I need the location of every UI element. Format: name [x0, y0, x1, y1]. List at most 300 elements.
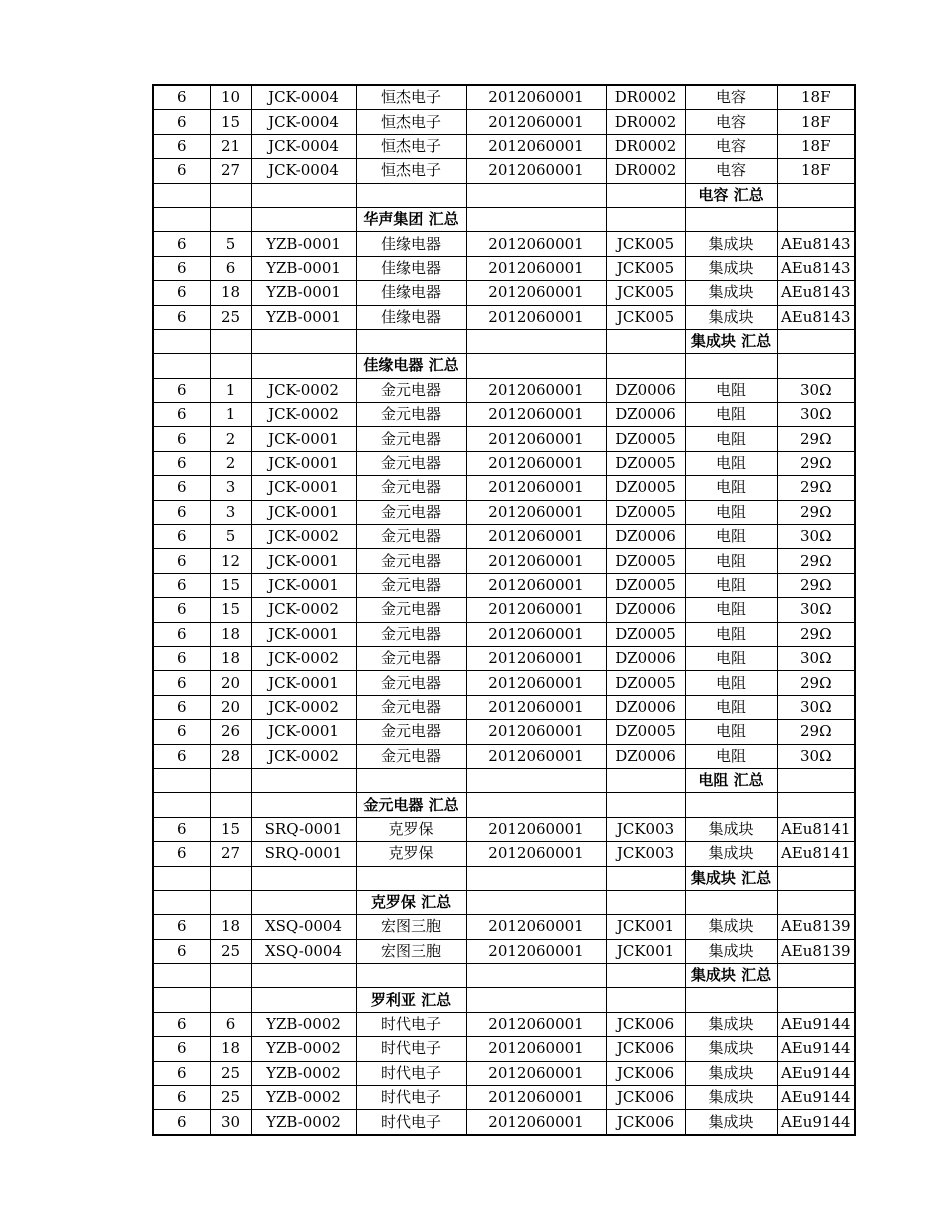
- month-cell: 6: [153, 549, 210, 573]
- empty-cell: [251, 768, 356, 792]
- spec-cell: AEu8143: [777, 281, 855, 305]
- day-cell: 5: [210, 232, 251, 256]
- day-cell: 18: [210, 281, 251, 305]
- part-code-cell: DZ0006: [606, 695, 685, 719]
- code-cell: YZB-0002: [251, 1086, 356, 1110]
- subtotal-row: [153, 890, 855, 914]
- part-name-cell: 电阻: [685, 744, 777, 768]
- batch-cell: 2012060001: [466, 720, 606, 744]
- empty-cell: [466, 964, 606, 988]
- day-cell: 15: [210, 817, 251, 841]
- part-code-cell: JCK005: [606, 305, 685, 329]
- batch-cell: 2012060001: [466, 232, 606, 256]
- empty-cell: [777, 964, 855, 988]
- day-cell: 20: [210, 671, 251, 695]
- part-code-cell: DZ0006: [606, 598, 685, 622]
- spec-cell: 29Ω: [777, 549, 855, 573]
- company-cell: 佳缘电器: [356, 305, 466, 329]
- code-cell: JCK-0002: [251, 525, 356, 549]
- part-name-cell: 集成块: [685, 915, 777, 939]
- day-cell: 15: [210, 110, 251, 134]
- empty-cell: [777, 768, 855, 792]
- table-row: [153, 646, 855, 670]
- code-cell: JCK-0002: [251, 403, 356, 427]
- company-cell: 金元电器: [356, 403, 466, 427]
- code-cell: JCK-0001: [251, 622, 356, 646]
- subtotal-row: [153, 793, 855, 817]
- empty-cell: [685, 793, 777, 817]
- code-cell: YZB-0001: [251, 281, 356, 305]
- batch-cell: 2012060001: [466, 573, 606, 597]
- month-cell: 6: [153, 525, 210, 549]
- table-row: [153, 695, 855, 719]
- code-cell: YZB-0001: [251, 256, 356, 280]
- month-cell: 6: [153, 622, 210, 646]
- part-code-cell: DZ0005: [606, 720, 685, 744]
- subtotal-row: [153, 354, 855, 378]
- empty-cell: [356, 866, 466, 890]
- empty-cell: [466, 866, 606, 890]
- spec-cell: 29Ω: [777, 573, 855, 597]
- subtotal-row: [153, 329, 855, 353]
- part-name-cell: 电阻: [685, 525, 777, 549]
- part-name-cell: 电阻: [685, 695, 777, 719]
- code-cell: YZB-0001: [251, 232, 356, 256]
- day-cell: 6: [210, 1012, 251, 1036]
- company-cell: 时代电子: [356, 1037, 466, 1061]
- batch-cell: 2012060001: [466, 695, 606, 719]
- empty-cell: [251, 354, 356, 378]
- code-cell: JCK-0004: [251, 110, 356, 134]
- empty-cell: [466, 890, 606, 914]
- spec-cell: AEu9144: [777, 1110, 855, 1135]
- batch-cell: 2012060001: [466, 646, 606, 670]
- empty-cell: [466, 354, 606, 378]
- empty-cell: [251, 207, 356, 231]
- subtotal-label: 华声集团 汇总: [356, 207, 466, 231]
- batch-cell: 2012060001: [466, 500, 606, 524]
- spec-cell: 30Ω: [777, 744, 855, 768]
- code-cell: JCK-0002: [251, 598, 356, 622]
- spec-cell: 18F: [777, 85, 855, 110]
- subtotal-label: 克罗保 汇总: [356, 890, 466, 914]
- month-cell: 6: [153, 1110, 210, 1135]
- empty-cell: [356, 329, 466, 353]
- code-cell: JCK-0001: [251, 500, 356, 524]
- part-code-cell: DZ0005: [606, 500, 685, 524]
- table-row: [153, 1110, 855, 1135]
- part-code-cell: DZ0005: [606, 427, 685, 451]
- code-cell: SRQ-0001: [251, 817, 356, 841]
- part-code-cell: JCK006: [606, 1037, 685, 1061]
- company-cell: 金元电器: [356, 549, 466, 573]
- part-code-cell: JCK005: [606, 232, 685, 256]
- code-cell: YZB-0001: [251, 305, 356, 329]
- part-code-cell: JCK001: [606, 939, 685, 963]
- spec-cell: 18F: [777, 159, 855, 183]
- summary-table: [152, 84, 856, 1136]
- code-cell: JCK-0004: [251, 85, 356, 110]
- month-cell: 6: [153, 695, 210, 719]
- month-cell: 6: [153, 134, 210, 158]
- part-name-cell: 电容: [685, 110, 777, 134]
- empty-cell: [466, 183, 606, 207]
- company-cell: 佳缘电器: [356, 281, 466, 305]
- empty-cell: [251, 988, 356, 1012]
- part-name-cell: 电阻: [685, 622, 777, 646]
- subtotal-label: 罗利亚 汇总: [356, 988, 466, 1012]
- part-code-cell: DZ0005: [606, 622, 685, 646]
- part-name-cell: 电阻: [685, 451, 777, 475]
- empty-cell: [210, 793, 251, 817]
- subtotal-row: [153, 988, 855, 1012]
- part-name-cell: 电阻: [685, 598, 777, 622]
- day-cell: 3: [210, 500, 251, 524]
- month-cell: 6: [153, 817, 210, 841]
- empty-cell: [251, 329, 356, 353]
- spec-cell: 29Ω: [777, 451, 855, 475]
- table-row: [153, 622, 855, 646]
- batch-cell: 2012060001: [466, 1110, 606, 1135]
- part-code-cell: DZ0006: [606, 378, 685, 402]
- code-cell: JCK-0004: [251, 159, 356, 183]
- table-row: [153, 134, 855, 158]
- batch-cell: 2012060001: [466, 281, 606, 305]
- part-name-cell: 电阻: [685, 646, 777, 670]
- part-code-cell: JCK001: [606, 915, 685, 939]
- company-cell: 金元电器: [356, 573, 466, 597]
- company-cell: 金元电器: [356, 378, 466, 402]
- month-cell: 6: [153, 159, 210, 183]
- empty-cell: [356, 768, 466, 792]
- day-cell: 25: [210, 305, 251, 329]
- empty-cell: [606, 793, 685, 817]
- day-cell: 20: [210, 695, 251, 719]
- part-name-cell: 电阻: [685, 573, 777, 597]
- batch-cell: 2012060001: [466, 427, 606, 451]
- empty-cell: [777, 890, 855, 914]
- day-cell: 25: [210, 1086, 251, 1110]
- empty-cell: [153, 207, 210, 231]
- part-code-cell: JCK006: [606, 1012, 685, 1036]
- batch-cell: 2012060001: [466, 159, 606, 183]
- spec-cell: 18F: [777, 134, 855, 158]
- spec-cell: 29Ω: [777, 427, 855, 451]
- empty-cell: [153, 964, 210, 988]
- company-cell: 金元电器: [356, 427, 466, 451]
- company-cell: 时代电子: [356, 1086, 466, 1110]
- batch-cell: 2012060001: [466, 744, 606, 768]
- company-cell: 金元电器: [356, 451, 466, 475]
- day-cell: 18: [210, 1037, 251, 1061]
- empty-cell: [356, 183, 466, 207]
- day-cell: 25: [210, 939, 251, 963]
- subtotal-label: 电阻 汇总: [685, 768, 777, 792]
- empty-cell: [606, 768, 685, 792]
- table-row: [153, 549, 855, 573]
- month-cell: 6: [153, 915, 210, 939]
- empty-cell: [210, 768, 251, 792]
- empty-cell: [251, 890, 356, 914]
- empty-cell: [685, 890, 777, 914]
- empty-cell: [606, 964, 685, 988]
- empty-cell: [466, 329, 606, 353]
- part-name-cell: 集成块: [685, 281, 777, 305]
- empty-cell: [251, 866, 356, 890]
- part-name-cell: 电阻: [685, 476, 777, 500]
- empty-cell: [606, 354, 685, 378]
- part-code-cell: JCK006: [606, 1086, 685, 1110]
- table-body: [153, 85, 855, 1135]
- batch-cell: 2012060001: [466, 1061, 606, 1085]
- month-cell: 6: [153, 427, 210, 451]
- part-code-cell: DZ0006: [606, 744, 685, 768]
- part-code-cell: JCK006: [606, 1061, 685, 1085]
- subtotal-label: 集成块 汇总: [685, 866, 777, 890]
- table-row: [153, 281, 855, 305]
- month-cell: 6: [153, 281, 210, 305]
- company-cell: 金元电器: [356, 525, 466, 549]
- day-cell: 26: [210, 720, 251, 744]
- spec-cell: AEu8139: [777, 939, 855, 963]
- batch-cell: 2012060001: [466, 549, 606, 573]
- empty-cell: [210, 890, 251, 914]
- part-name-cell: 电容: [685, 134, 777, 158]
- batch-cell: 2012060001: [466, 1037, 606, 1061]
- part-code-cell: DR0002: [606, 110, 685, 134]
- part-code-cell: JCK005: [606, 256, 685, 280]
- company-cell: 时代电子: [356, 1012, 466, 1036]
- day-cell: 1: [210, 403, 251, 427]
- part-code-cell: DZ0005: [606, 451, 685, 475]
- part-name-cell: 集成块: [685, 256, 777, 280]
- batch-cell: 2012060001: [466, 305, 606, 329]
- empty-cell: [251, 183, 356, 207]
- empty-cell: [251, 793, 356, 817]
- company-cell: 金元电器: [356, 476, 466, 500]
- table-row: [153, 671, 855, 695]
- table-row: [153, 403, 855, 427]
- code-cell: JCK-0001: [251, 720, 356, 744]
- company-cell: 金元电器: [356, 598, 466, 622]
- company-cell: 恒杰电子: [356, 110, 466, 134]
- month-cell: 6: [153, 598, 210, 622]
- subtotal-label: 集成块 汇总: [685, 329, 777, 353]
- batch-cell: 2012060001: [466, 1012, 606, 1036]
- subtotal-label: 佳缘电器 汇总: [356, 354, 466, 378]
- part-code-cell: JCK003: [606, 817, 685, 841]
- empty-cell: [153, 866, 210, 890]
- part-name-cell: 集成块: [685, 842, 777, 866]
- spec-cell: AEu8141: [777, 817, 855, 841]
- day-cell: 12: [210, 549, 251, 573]
- part-name-cell: 集成块: [685, 1037, 777, 1061]
- company-cell: 宏图三胞: [356, 939, 466, 963]
- empty-cell: [777, 329, 855, 353]
- day-cell: 2: [210, 451, 251, 475]
- empty-cell: [606, 183, 685, 207]
- company-cell: 金元电器: [356, 500, 466, 524]
- table-row: [153, 378, 855, 402]
- month-cell: 6: [153, 476, 210, 500]
- spec-cell: 29Ω: [777, 476, 855, 500]
- month-cell: 6: [153, 305, 210, 329]
- spec-cell: 18F: [777, 110, 855, 134]
- part-name-cell: 集成块: [685, 305, 777, 329]
- empty-cell: [606, 329, 685, 353]
- code-cell: YZB-0002: [251, 1037, 356, 1061]
- subtotal-label: 金元电器 汇总: [356, 793, 466, 817]
- batch-cell: 2012060001: [466, 842, 606, 866]
- part-name-cell: 集成块: [685, 939, 777, 963]
- company-cell: 恒杰电子: [356, 159, 466, 183]
- batch-cell: 2012060001: [466, 85, 606, 110]
- company-cell: 金元电器: [356, 671, 466, 695]
- day-cell: 15: [210, 598, 251, 622]
- empty-cell: [466, 768, 606, 792]
- table-row: [153, 1061, 855, 1085]
- month-cell: 6: [153, 1037, 210, 1061]
- batch-cell: 2012060001: [466, 598, 606, 622]
- day-cell: 5: [210, 525, 251, 549]
- month-cell: 6: [153, 1086, 210, 1110]
- company-cell: 佳缘电器: [356, 232, 466, 256]
- part-name-cell: 电阻: [685, 427, 777, 451]
- code-cell: JCK-0001: [251, 573, 356, 597]
- part-name-cell: 集成块: [685, 1086, 777, 1110]
- part-code-cell: JCK006: [606, 1110, 685, 1135]
- day-cell: 10: [210, 85, 251, 110]
- empty-cell: [210, 964, 251, 988]
- part-code-cell: DZ0005: [606, 549, 685, 573]
- empty-cell: [210, 866, 251, 890]
- table-row: [153, 817, 855, 841]
- month-cell: 6: [153, 500, 210, 524]
- subtotal-label: 集成块 汇总: [685, 964, 777, 988]
- day-cell: 30: [210, 1110, 251, 1135]
- table-row: [153, 159, 855, 183]
- day-cell: 18: [210, 915, 251, 939]
- empty-cell: [777, 207, 855, 231]
- part-code-cell: DZ0005: [606, 476, 685, 500]
- spec-cell: 29Ω: [777, 622, 855, 646]
- empty-cell: [685, 207, 777, 231]
- empty-cell: [210, 354, 251, 378]
- table-row: [153, 476, 855, 500]
- part-name-cell: 电阻: [685, 671, 777, 695]
- empty-cell: [153, 793, 210, 817]
- part-name-cell: 集成块: [685, 1110, 777, 1135]
- part-code-cell: DZ0005: [606, 671, 685, 695]
- table-row: [153, 1012, 855, 1036]
- spec-cell: 29Ω: [777, 500, 855, 524]
- table-row: [153, 1037, 855, 1061]
- table-row: [153, 85, 855, 110]
- part-code-cell: DR0002: [606, 159, 685, 183]
- month-cell: 6: [153, 256, 210, 280]
- spec-cell: AEu8143: [777, 232, 855, 256]
- company-cell: 金元电器: [356, 720, 466, 744]
- part-code-cell: DR0002: [606, 134, 685, 158]
- empty-cell: [153, 183, 210, 207]
- code-cell: XSQ-0004: [251, 915, 356, 939]
- code-cell: JCK-0001: [251, 451, 356, 475]
- batch-cell: 2012060001: [466, 451, 606, 475]
- batch-cell: 2012060001: [466, 110, 606, 134]
- day-cell: 21: [210, 134, 251, 158]
- part-name-cell: 电阻: [685, 403, 777, 427]
- company-cell: 金元电器: [356, 622, 466, 646]
- company-cell: 时代电子: [356, 1061, 466, 1085]
- part-name-cell: 电容: [685, 85, 777, 110]
- spec-cell: AEu8141: [777, 842, 855, 866]
- day-cell: 27: [210, 159, 251, 183]
- day-cell: 18: [210, 646, 251, 670]
- empty-cell: [777, 183, 855, 207]
- day-cell: 18: [210, 622, 251, 646]
- table-row: [153, 110, 855, 134]
- empty-cell: [777, 988, 855, 1012]
- subtotal-row: [153, 768, 855, 792]
- spec-cell: AEu8143: [777, 305, 855, 329]
- empty-cell: [153, 768, 210, 792]
- code-cell: JCK-0002: [251, 646, 356, 670]
- code-cell: JCK-0001: [251, 476, 356, 500]
- day-cell: 25: [210, 1061, 251, 1085]
- company-cell: 宏图三胞: [356, 915, 466, 939]
- company-cell: 恒杰电子: [356, 134, 466, 158]
- table-row: [153, 915, 855, 939]
- batch-cell: 2012060001: [466, 403, 606, 427]
- empty-cell: [777, 866, 855, 890]
- day-cell: 1: [210, 378, 251, 402]
- table-row: [153, 842, 855, 866]
- spec-cell: 30Ω: [777, 525, 855, 549]
- company-cell: 金元电器: [356, 744, 466, 768]
- month-cell: 6: [153, 573, 210, 597]
- day-cell: 27: [210, 842, 251, 866]
- part-name-cell: 电阻: [685, 378, 777, 402]
- subtotal-row: [153, 964, 855, 988]
- table-row: [153, 1086, 855, 1110]
- code-cell: SRQ-0001: [251, 842, 356, 866]
- month-cell: 6: [153, 1012, 210, 1036]
- part-name-cell: 电阻: [685, 500, 777, 524]
- month-cell: 6: [153, 378, 210, 402]
- batch-cell: 2012060001: [466, 939, 606, 963]
- part-code-cell: DR0002: [606, 85, 685, 110]
- spec-cell: 30Ω: [777, 695, 855, 719]
- part-name-cell: 集成块: [685, 232, 777, 256]
- table-row: [153, 744, 855, 768]
- month-cell: 6: [153, 85, 210, 110]
- table-row: [153, 427, 855, 451]
- spec-cell: 29Ω: [777, 720, 855, 744]
- empty-cell: [685, 354, 777, 378]
- empty-cell: [153, 890, 210, 914]
- empty-cell: [606, 207, 685, 231]
- batch-cell: 2012060001: [466, 256, 606, 280]
- spec-cell: 30Ω: [777, 646, 855, 670]
- empty-cell: [356, 964, 466, 988]
- company-cell: 恒杰电子: [356, 85, 466, 110]
- empty-cell: [606, 988, 685, 1012]
- part-name-cell: 电阻: [685, 720, 777, 744]
- part-name-cell: 集成块: [685, 817, 777, 841]
- empty-cell: [153, 988, 210, 1012]
- spec-cell: AEu9144: [777, 1061, 855, 1085]
- day-cell: 15: [210, 573, 251, 597]
